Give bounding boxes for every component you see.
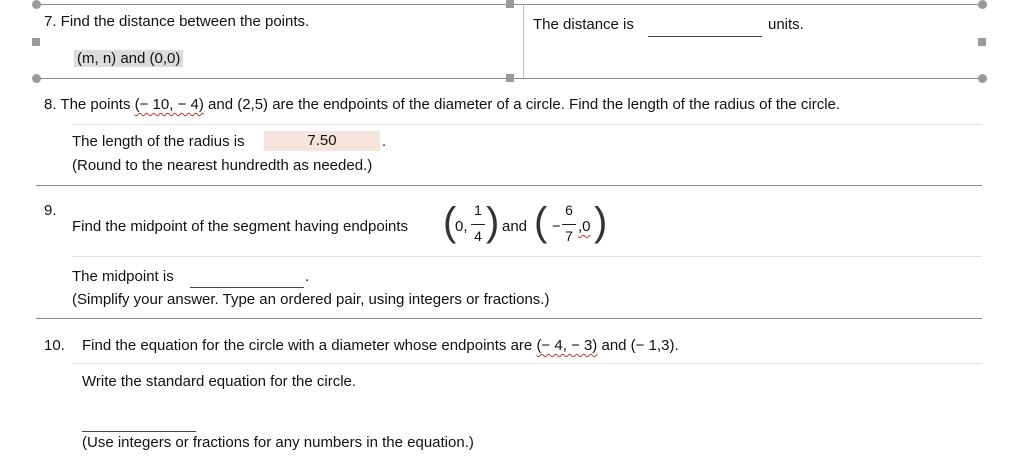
q9-and: and: [502, 218, 528, 235]
resize-handle-top-right[interactable]: [978, 0, 987, 9]
q9-p1-numerator: 1: [474, 202, 482, 218]
q8-bottom-rule: [36, 185, 982, 186]
q9-p2-y: ,0: [578, 218, 591, 235]
q10-point-a: (− 4, − 3): [536, 337, 598, 354]
q10-answer-input[interactable]: [82, 431, 196, 432]
q9-bottom-rule: [36, 318, 982, 319]
q8-answer-suffix: .: [382, 133, 387, 150]
resize-handle-bottom-left[interactable]: [32, 74, 41, 83]
resize-handle-left-mid[interactable]: [32, 38, 40, 46]
q10-number: 10.: [44, 337, 65, 354]
q9-p2-open-paren: (: [534, 200, 548, 244]
q9-p1-close-paren: ): [486, 200, 500, 244]
q9-p2-sign: −: [552, 218, 561, 235]
q9-answer-suffix: .: [305, 268, 310, 285]
q9-divider: [72, 256, 982, 257]
q9-answer-prefix: The midpoint is: [72, 268, 174, 285]
q7-answer-prefix: The distance is: [533, 16, 634, 33]
q9-p2-fraction-bar: [562, 224, 576, 225]
q10-lead: Find the equation for the circle with a diameter whose endpoints are: [82, 337, 533, 354]
q9-answer-input[interactable]: [190, 287, 304, 288]
q9-p1-open-paren: (: [443, 200, 457, 244]
q7-column-divider: [523, 4, 524, 78]
q8-divider: [72, 124, 982, 125]
q9-p1-fraction-bar: [471, 224, 485, 225]
q10-hint: (Use integers or fractions for any numbers in the equation.): [82, 434, 474, 451]
q9-p2-numerator: 6: [565, 202, 573, 218]
q9-hint: (Simplify your answer. Type an ordered pair, using integers or fractions.): [72, 291, 550, 308]
resize-handle-bottom-right[interactable]: [978, 74, 987, 83]
q7-prompt: 7. Find the distance between the points.: [44, 13, 310, 30]
resize-handle-top-left[interactable]: [32, 0, 41, 9]
q10-question: [82, 337, 679, 354]
q8-answer-prefix: The length of the radius is: [72, 133, 245, 150]
q8-question: [44, 96, 840, 113]
q7-answer-input[interactable]: [648, 36, 762, 37]
q10-instruction: Write the standard equation for the circle.: [82, 373, 357, 390]
q9-p2-denominator: 7: [565, 228, 573, 244]
q7-points: (m, n) and (0,0): [74, 50, 183, 67]
q8-hint: (Round to the nearest hundredth as needed.): [72, 157, 373, 174]
q9-prompt: Find the midpoint of the segment having endpoints: [72, 218, 409, 235]
q8-answer-input[interactable]: 7.50: [264, 131, 380, 151]
q8-point-a: (− 10, − 4): [134, 96, 204, 113]
q9-p2-close-paren: ): [594, 200, 608, 244]
q8-lead: 8. The points: [44, 96, 131, 113]
q9-p1-denominator: 4: [474, 228, 482, 244]
q9-number: 9.: [44, 202, 57, 219]
resize-handle-top-mid[interactable]: [506, 0, 514, 8]
resize-handle-bottom-mid[interactable]: [506, 74, 514, 82]
q9-p1-x: 0,: [455, 218, 468, 235]
q10-rest: and (− 1,3).: [601, 337, 679, 354]
resize-handle-right-mid[interactable]: [978, 38, 986, 46]
q10-divider: [72, 363, 982, 364]
q8-rest: and (2,5) are the endpoints of the diameter of a circle. Find the length of the radius of the circle.: [208, 96, 841, 113]
q7-answer-suffix: units.: [768, 16, 804, 33]
